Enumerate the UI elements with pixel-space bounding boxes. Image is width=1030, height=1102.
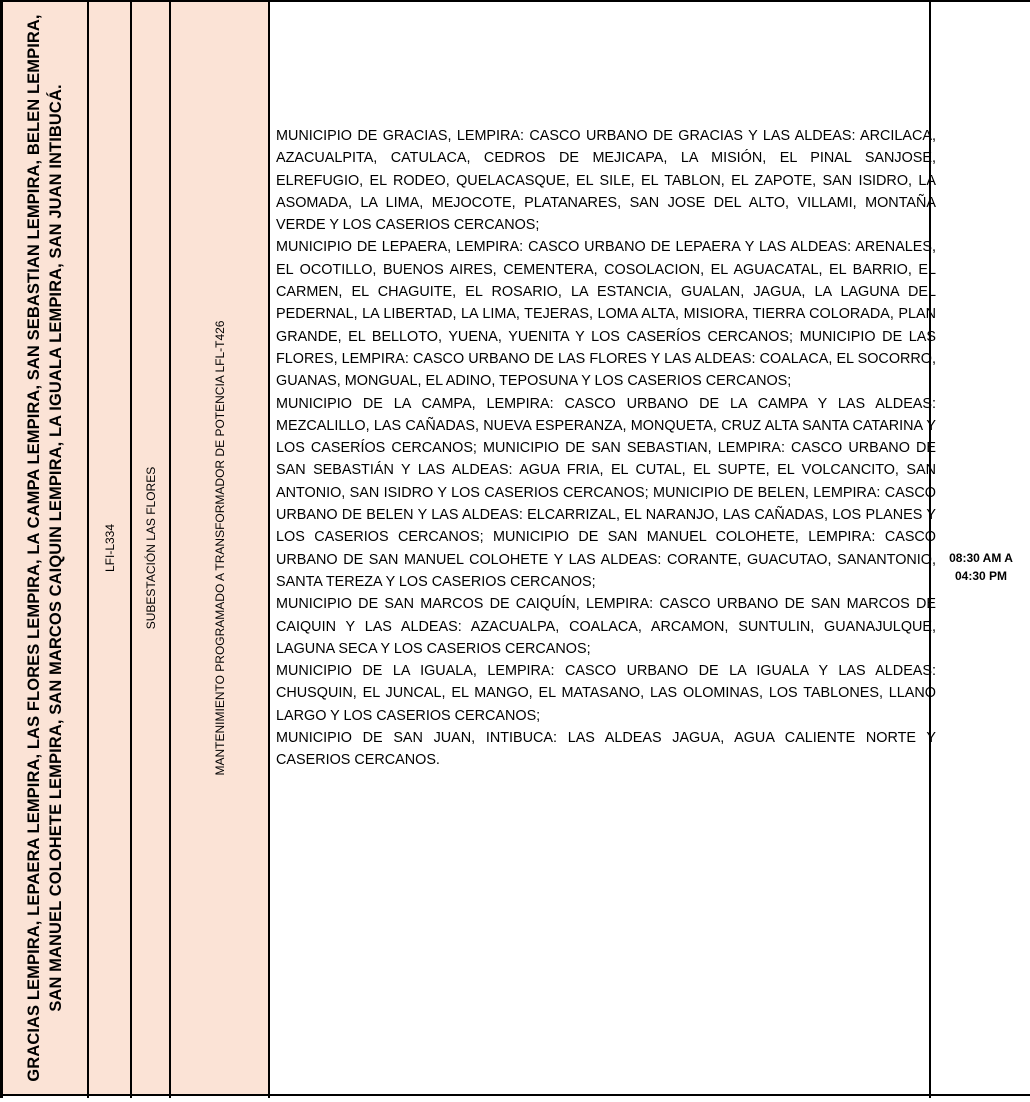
substation-name: SUBESTACIÓN LAS FLORES [143,466,158,630]
description-paragraph: MUNICIPIO DE LA CAMPA, LEMPIRA: CASCO URBANO DE LA CAMPA Y LAS ALDEAS: MEZCALILLO, LAS CAÑADAS, NUEVA ESPERANZA, MONQUETA, CRUZ ALTA SANTA CATARINA Y LOS CASERÍOS CERCANOS; MUNICIPIO DE SAN SEBASTIAN, LEMPIRA: CASCO URBANO DE SAN SEBASTIÁN Y LAS ALDEAS: AGUA FRIA, EL CUTAL, EL SUPTE, EL VOLCANCITO, SAN ANTONIO, SAN ISIDRO Y LOS CASERIOS CERCANOS; MUNICIPIO DE BELEN, LEMPIRA: CASCO URBANO DE BELEN Y LAS ALDEAS: ELCARRIZAL, EL NARANJO, LAS CAÑADAS, LOS PLANES Y LOS CASERIOS CERCANOS; MUNICIPIO DE SAN MANUEL COLOHETE, LEMPIRA: CASCO URBANO DE SAN MANUEL COLOHETE Y LAS ALDEAS: CORANTE, GUACUTAO, SANANTONIO, SANTA TEREZA Y LOS CASERIOS CERCANOS; [276,395,936,590]
description-paragraph: MUNICIPIO DE GRACIAS, LEMPIRA: CASCO URBANO DE GRACIAS Y LAS ALDEAS: ARCILACA, AZACUALPITA, CATULACA, CEDROS DE MEJICAPA, LA MISIÓN, EL PINAL SANJOSE, ELREFUGIO, EL RODEO, QUELACASQUE, EL SILE, EL TABLON, EL ZAPOTE, SAN ISIDRO, LA ASOMADA, LA LIMA, MEJOCOTE, PLATANARES, SAN JOSE DEL ALTO, VILLAMI, MONTAÑA VERDE Y LOS CASERIOS CERCANOS; [276,128,936,234]
time-cell [930,0,1030,1096]
grid-line [268,0,270,1098]
areas-text-wrap [3,0,87,1096]
circuit-code: LFI-L334 [102,523,117,573]
affected-areas-text: GRACIAS LEMPIRA, LEPAERA LEMPIRA, LAS FLORES LEMPIRA, LA CAMPA LEMPIRA, SAN SEBASTIAN LEMPIRA, BELEN LEMPIRA, SAN MANUEL COLOHETE LEMPIRA, SAN MARCOS CAIQUIN LEMPIRA, LA IGUALA LEMPIRA, SAN JUAN INTIBUCÁ. [25,14,65,1082]
work-text-wrap [171,0,268,1096]
circuit-text-wrap [89,0,130,1096]
work-description: MANTENIMIENTO PROGRAMADO A TRANSFORMADOR DE POTENCIA LFL-T426 [212,320,227,776]
description-paragraph: MUNICIPIO DE LA IGUALA, LEMPIRA: CASCO URBANO DE LA IGUALA Y LAS ALDEAS: CHUSQUIN, EL JUNCAL, EL MANGO, EL MATASANO, LAS OLOMINAS, LOS TABLONES, LLANO LARGO Y LOS CASERIOS CERCANOS; [276,663,936,724]
description-paragraph: MUNICIPIO DE LEPAERA, LEMPIRA: CASCO URBANO DE LEPAERA Y LAS ALDEAS: ARENALES, EL OCOTILLO, BUENOS AIRES, CEMENTERA, COSOLACION, EL AGUACATAL, EL BARRIO, EL CARMEN, EL CHAGUITE, EL ROSARIO, LA ESTANCIA, GUALAN, JAGUA, LA LAGUNA DEL PEDERNAL, LA LIBERTAD, LA LIMA, TEJERAS, LOMA ALTA, MISIORA, TIERRA COLORADA, PLAN GRANDE, EL BELLOTO, YUENA, YUENITA Y LOS CASERÍOS CERCANOS; MUNICIPIO DE LAS FLORES, LEMPIRA: CASCO URBANO DE LAS FLORES Y LAS ALDEAS: COALACA, EL SOCORRO, GUANAS, MONGUAL, EL ADINO, TEPOSUNA Y LOS CASERIOS CERCANOS; [276,239,936,390]
description-paragraph: MUNICIPIO DE SAN MARCOS DE CAIQUÍN, LEMPIRA: CASCO URBANO DE SAN MARCOS DE CAIQUIN Y LAS ALDEAS: AZACUALPA, COALACA, ARCAMON, SUNTULIN, GUANAJULQUE, LAGUNA SECA Y LOS CASERIOS CERCANOS; [276,596,936,657]
time-end: 04:30 PM [954,569,1008,583]
outage-time [936,549,1026,585]
time-start: 08:30 AM A [949,551,1013,565]
affected-sectors-description [276,125,936,772]
description-paragraph: MUNICIPIO DE SAN JUAN, INTIBUCA: LAS ALDEAS JAGUA, AGUA CALIENTE NORTE Y CASERIOS CERCANOS. [276,730,936,769]
substation-text-wrap [132,0,169,1096]
